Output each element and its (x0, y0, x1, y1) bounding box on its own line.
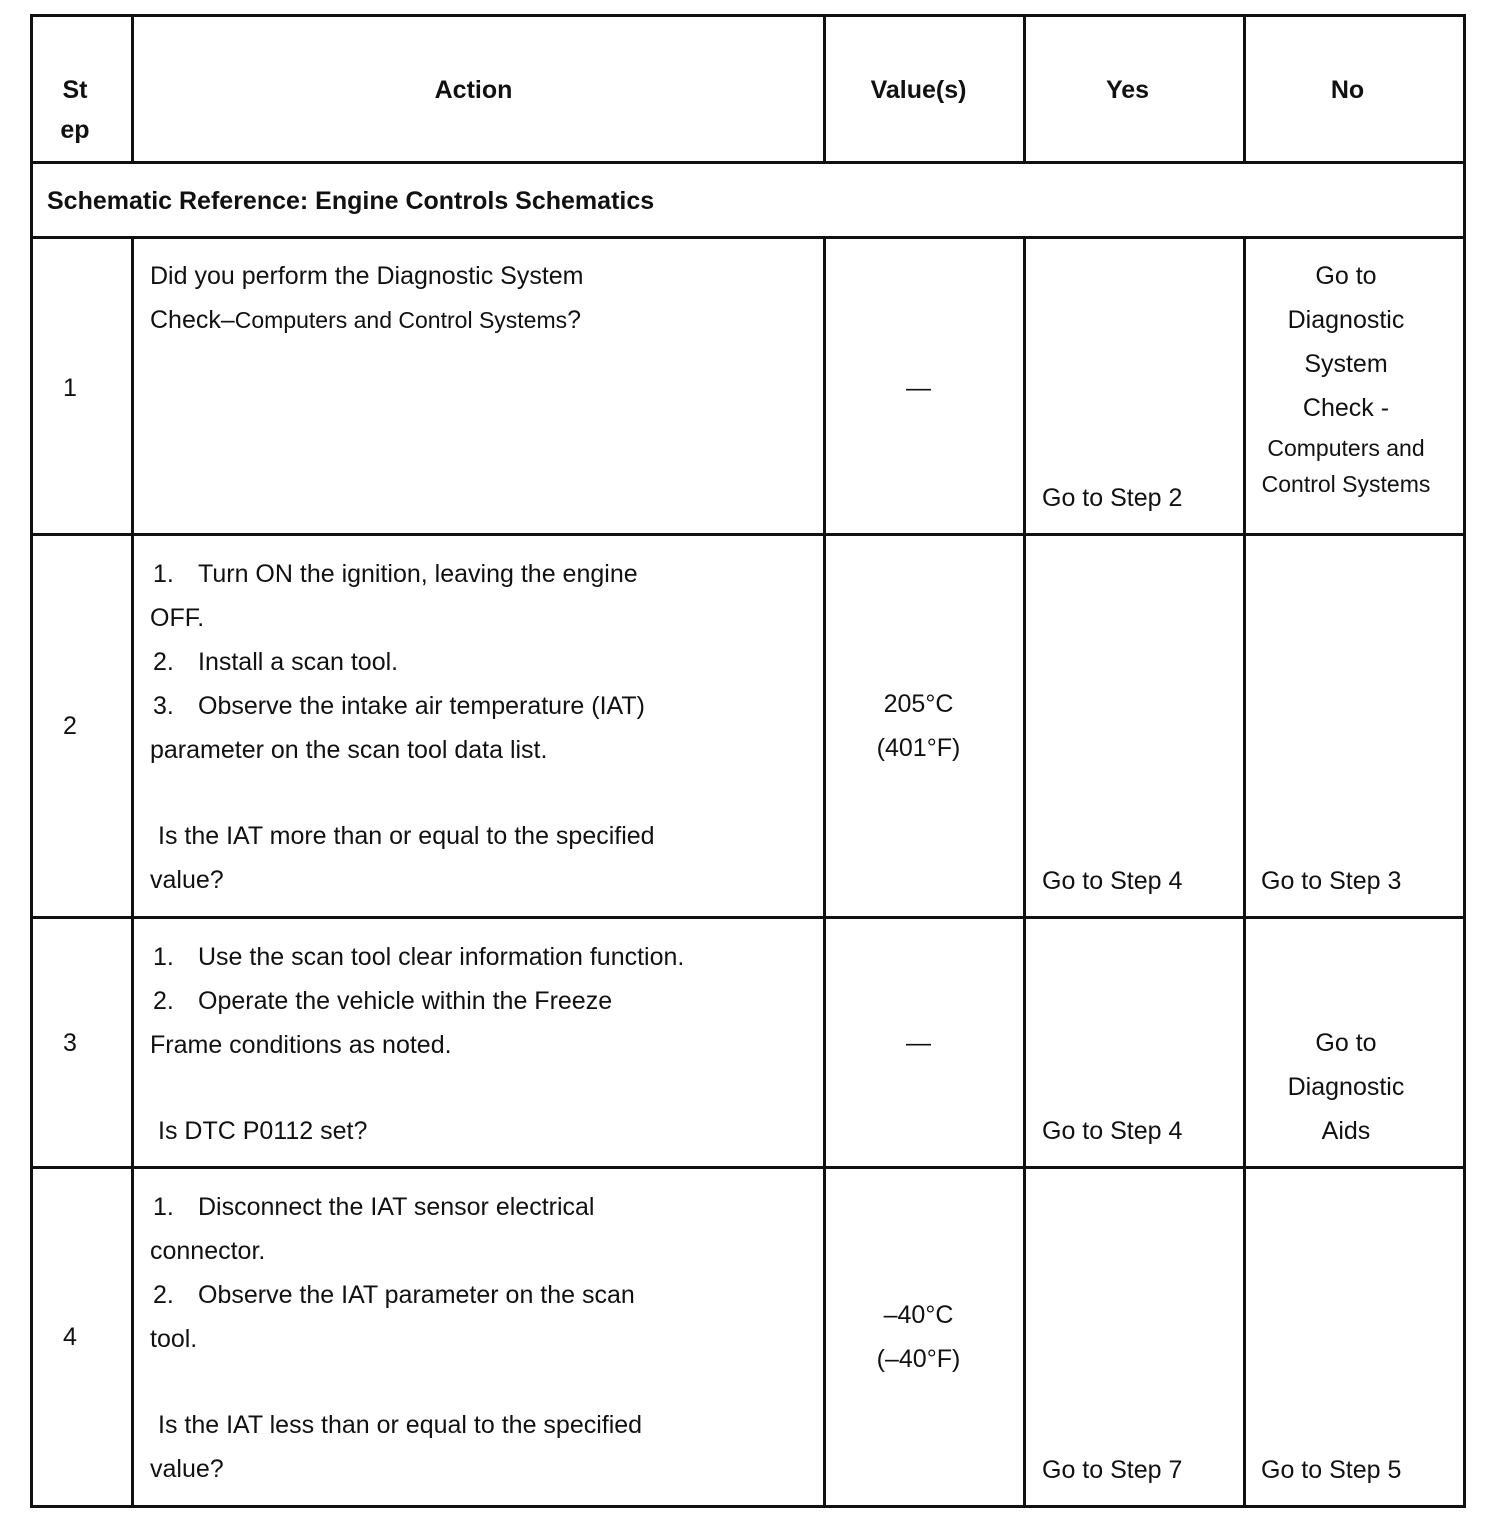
row4-item1-number: 1. (153, 1193, 174, 1221)
row2-action (150, 552, 655, 902)
row3-item2-text: Operate the vehicle within the Freeze (198, 987, 613, 1015)
row4-no: Go to Step 5 (1261, 1456, 1402, 1484)
row4-item1 (150, 1185, 642, 1229)
row3-no (1246, 1021, 1446, 1153)
table-border-bottom (30, 1505, 1466, 1508)
row2-value-celsius: 205°C (883, 690, 954, 718)
row1-no (1246, 254, 1446, 502)
row3-action (150, 935, 684, 1153)
row1-action (150, 254, 584, 342)
row1-no-l1: Go to (1315, 262, 1377, 290)
row2-question-cont: value? (150, 866, 224, 894)
table-border-right (1463, 14, 1466, 1508)
row2-question: Is the IAT more than or equal to the specified (158, 822, 655, 850)
row1-yes: Go to Step 2 (1042, 484, 1183, 512)
row3-value: — (906, 1029, 931, 1057)
header-no: No (1330, 76, 1365, 104)
header-step (34, 70, 116, 150)
row2-item2 (150, 640, 655, 684)
row3-yes: Go to Step 4 (1042, 1117, 1183, 1145)
table-border-left (30, 14, 33, 1508)
row2-value-fahrenheit: (401°F) (876, 734, 961, 762)
row2-divider (30, 916, 1466, 919)
header-yes: Yes (1105, 76, 1150, 104)
row4-item1-text: Disconnect the IAT sensor electrical (198, 1193, 595, 1221)
header-action: Action (434, 76, 513, 104)
row2-item2-number: 2. (153, 648, 174, 676)
schematic-reference: Schematic Reference: Engine Controls Schematics (47, 187, 655, 215)
row4-item1-cont: connector. (150, 1237, 266, 1265)
row1-action-link: Computers and Control Systems (234, 307, 568, 333)
row2-item1-number: 1. (153, 560, 174, 588)
row1-step: 1 (63, 374, 77, 402)
row2-yes: Go to Step 4 (1042, 867, 1183, 895)
row4-item2-cont: tool. (150, 1325, 198, 1353)
row4-item2-number: 2. (153, 1281, 174, 1309)
row2-item1 (150, 552, 655, 596)
row4-yes: Go to Step 7 (1042, 1456, 1183, 1484)
row2-value (826, 682, 1011, 770)
row1-divider (30, 533, 1466, 536)
schematic-divider (30, 236, 1466, 239)
row3-item2 (150, 979, 684, 1023)
row3-step: 3 (63, 1029, 77, 1057)
row2-no: Go to Step 3 (1261, 867, 1402, 895)
row1-no-l4: Check - (1302, 394, 1390, 422)
row3-no-l3: Aids (1321, 1117, 1371, 1145)
row3-divider (30, 1166, 1466, 1169)
row4-item2-text: Observe the IAT parameter on the scan (198, 1281, 635, 1309)
row1-no-l5: Computers and (1267, 435, 1425, 461)
row1-action-check: Check– (150, 306, 235, 334)
row3-no-l2: Diagnostic (1287, 1073, 1405, 1101)
row1-action-question: ? (567, 306, 582, 334)
row3-item1 (150, 935, 684, 979)
row2-item3 (150, 684, 655, 728)
row4-question-cont: value? (150, 1455, 224, 1483)
header-step-line2: ep (60, 116, 90, 144)
header-step-line1: St (62, 76, 88, 104)
row2-item3-number: 3. (153, 692, 174, 720)
row4-step: 4 (63, 1323, 77, 1351)
row3-item2-number: 2. (153, 987, 174, 1015)
col-divider-step-body (131, 236, 134, 1508)
row1-value: — (906, 374, 931, 402)
header-values: Value(s) (870, 76, 967, 104)
row2-item3-text: Observe the intake air temperature (IAT) (198, 692, 645, 720)
row2-item2-text: Install a scan tool. (198, 648, 399, 676)
row3-item2-cont: Frame conditions as noted. (150, 1031, 452, 1059)
row3-item1-text: Use the scan tool clear information function. (198, 943, 685, 971)
row4-item2 (150, 1273, 642, 1317)
row2-item3-cont: parameter on the scan tool data list. (150, 736, 548, 764)
table-border-top (30, 14, 1466, 17)
row1-action-line1: Did you perform the Diagnostic System (150, 262, 584, 290)
row1-no-l2: Diagnostic (1287, 306, 1405, 334)
row3-item1-number: 1. (153, 943, 174, 971)
row4-value (826, 1293, 1011, 1381)
row3-no-l1: Go to (1315, 1029, 1377, 1057)
row3-question: Is DTC P0112 set? (158, 1117, 368, 1145)
header-divider (30, 161, 1466, 164)
row4-value-fahrenheit: (–40°F) (876, 1345, 961, 1373)
row4-question: Is the IAT less than or equal to the specified (158, 1411, 643, 1439)
row4-value-celsius: –40°C (883, 1301, 954, 1329)
row1-action-line2 (150, 298, 584, 342)
row2-step: 2 (63, 712, 77, 740)
row2-item1-text: Turn ON the ignition, leaving the engine (198, 560, 638, 588)
row2-item1-cont: OFF. (150, 604, 205, 632)
row4-action (150, 1185, 642, 1491)
row1-no-l6: Control Systems (1261, 471, 1431, 497)
row1-no-l3: System (1304, 350, 1388, 378)
col-divider-values-body (1023, 236, 1026, 1508)
